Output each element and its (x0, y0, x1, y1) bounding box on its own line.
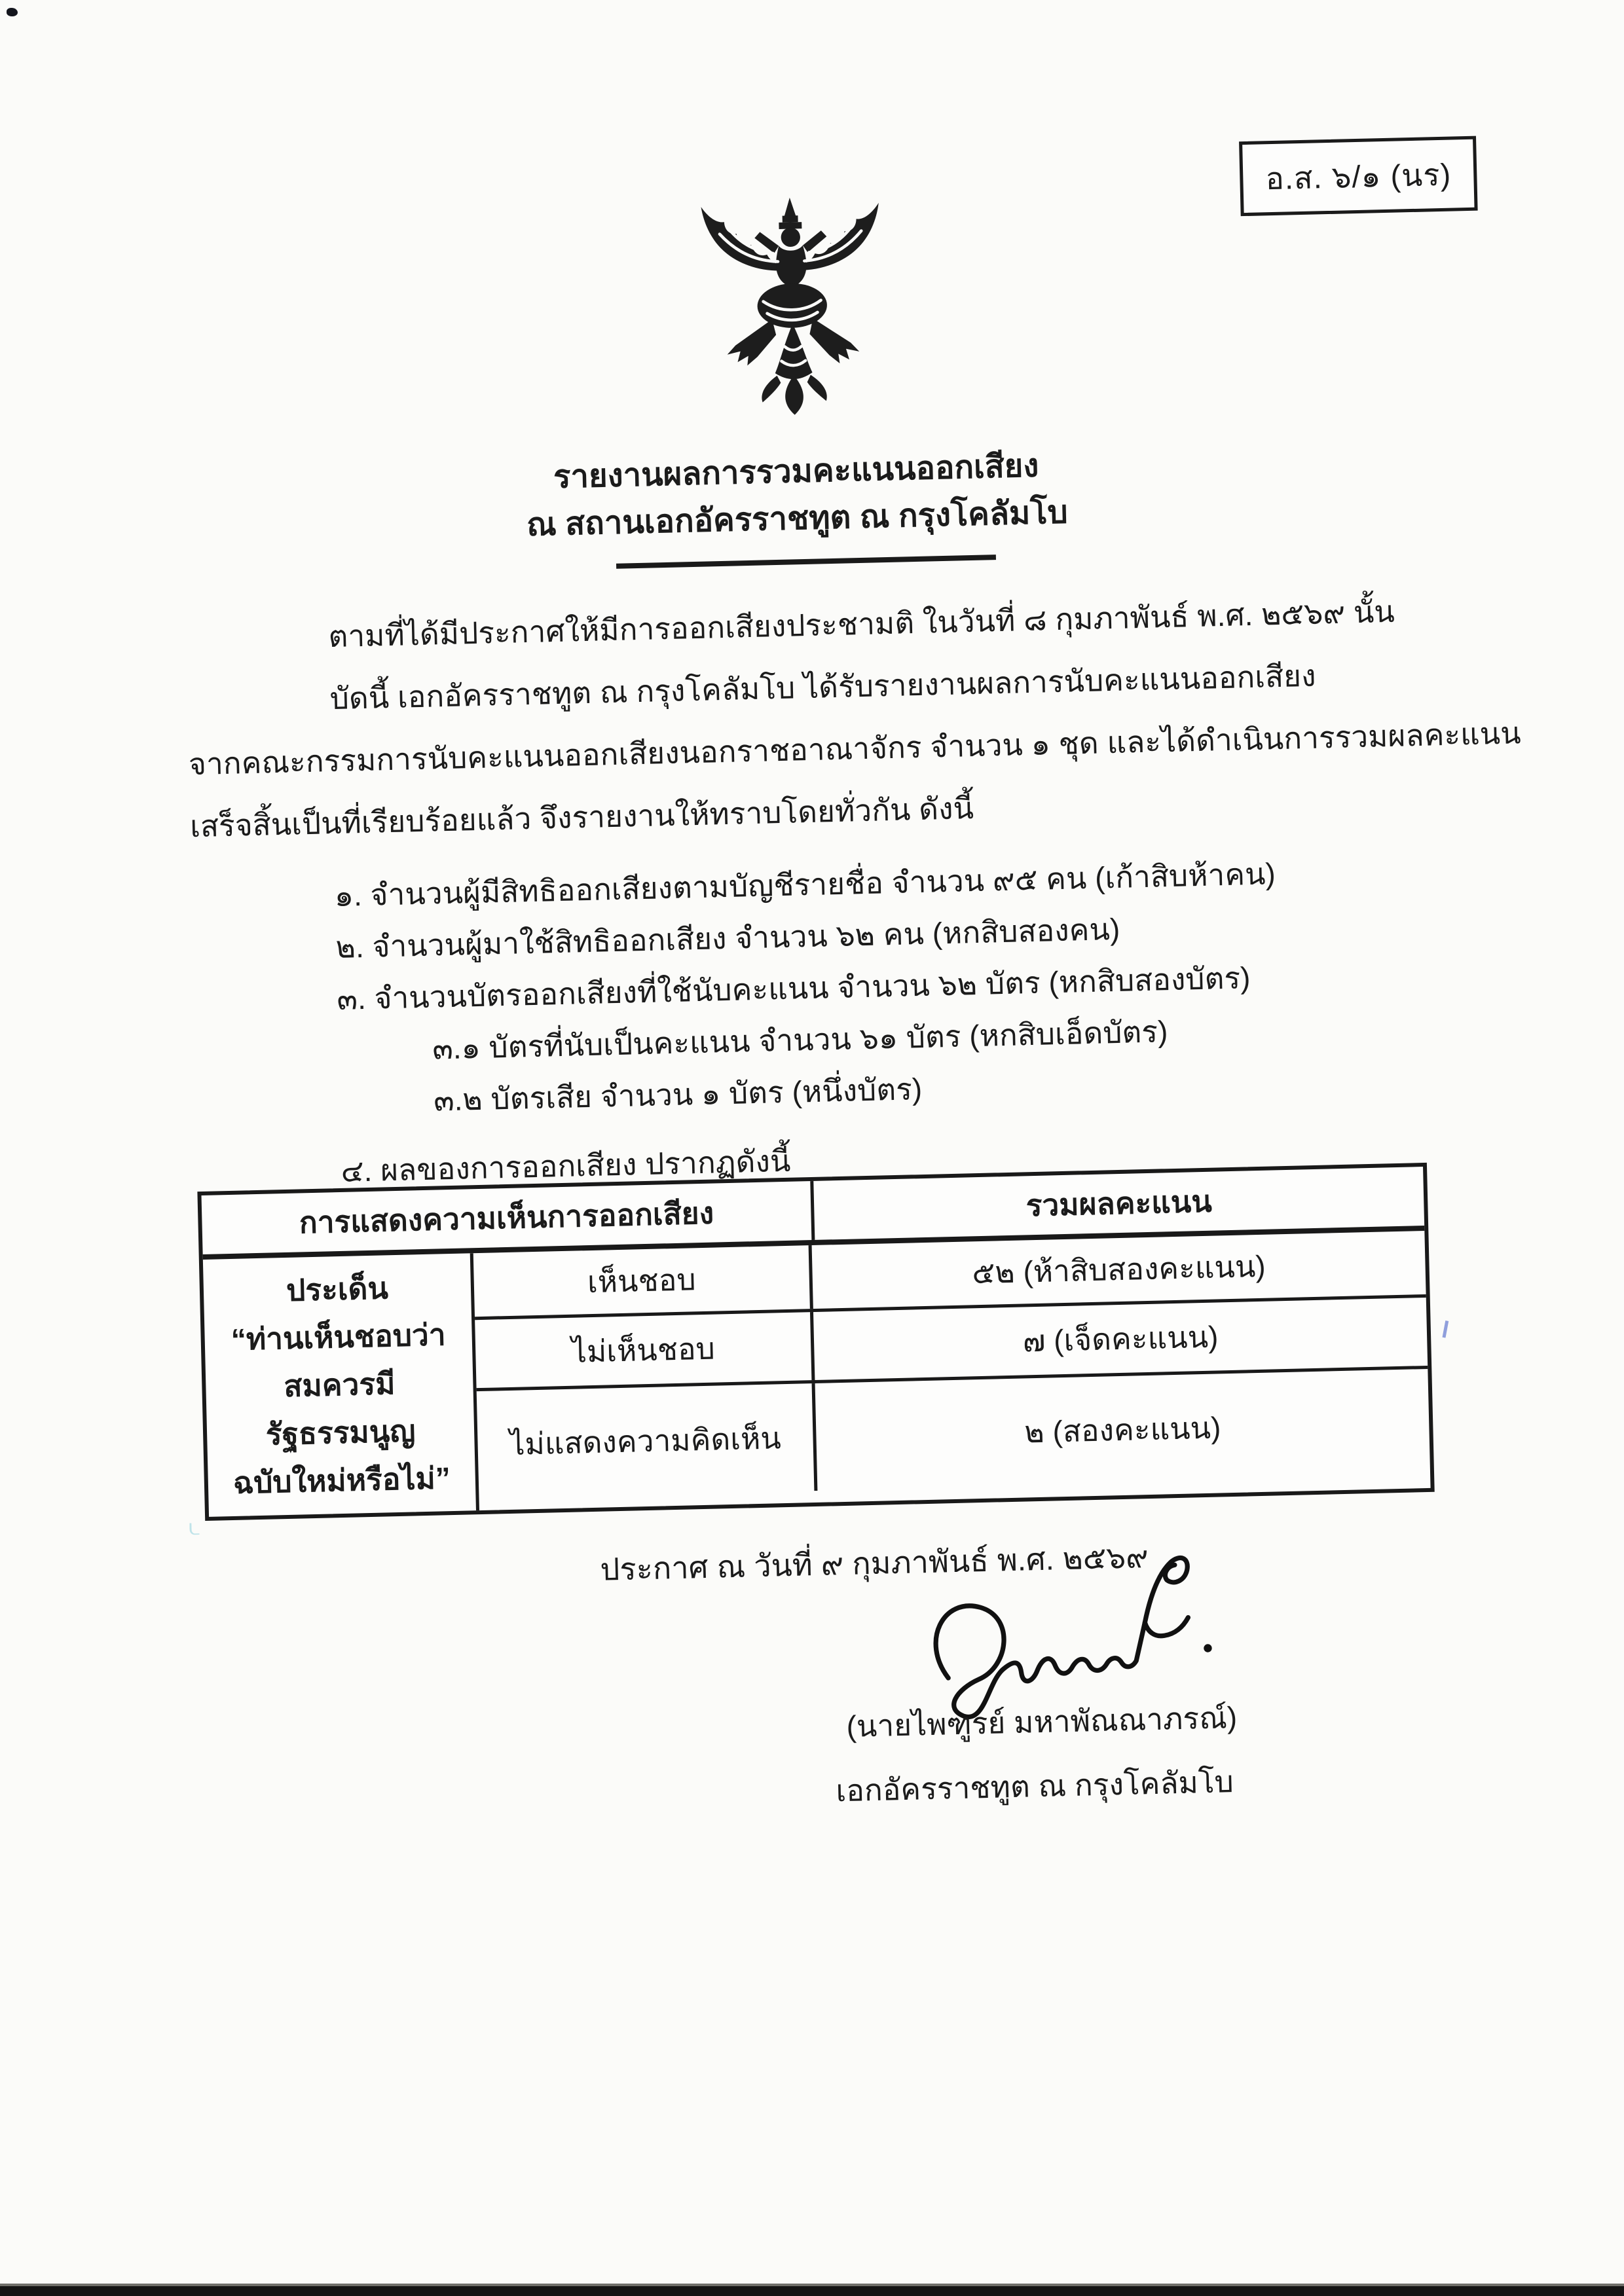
list-item: ๑. จำนวนผู้มีสิทธิออกเสียงตามบัญชีรายชื่อ จำนวน ๙๕ คน (เก้าสิบห้าคน) (334, 856, 1276, 913)
list-subitem: ๓.๒ บัตรเสีย จำนวน ๑ บัตร (หนึ่งบัตร) (433, 1072, 923, 1118)
form-code-text: อ.ส. ๖/๑ (นร) (1264, 156, 1452, 196)
signer-title: เอกอัครราชทูต ณ กรุงโคลัมโบ (835, 1764, 1234, 1808)
document-title-line1: รายงานผลการรวมคะแนนออกเสียง (553, 448, 1039, 496)
garuda-icon (682, 187, 904, 433)
form-code-badge (1239, 136, 1478, 216)
topic-line: รัฐธรรมนูญ (265, 1413, 416, 1451)
body-line: บัดนี้ เอกอัครราชทูต ณ กรุงโคลัมโบ ได้รับรายงานผลการนับคะแนนออกเสียง (329, 658, 1317, 716)
topic-line: ประเด็น (286, 1271, 389, 1307)
table-rows (473, 1231, 1431, 1510)
list-item: ๓. จำนวนบัตรออกเสียงที่ใช้นับคะแนน จำนวน ๖๒ บัตร (หกสิบสองบัตร) (336, 960, 1251, 1017)
pen-mark-artifact (1443, 1321, 1449, 1338)
vote-results-table (197, 1163, 1434, 1521)
choice-cell: เห็นชอบ (473, 1245, 813, 1317)
result-cell: ๗ (เจ็ดคะแนน) (1022, 1319, 1219, 1358)
body-line: จากคณะกรรมการนับคะแนนออกเสียงนอกราชอาณาจักร จำนวน ๑ ชุด และได้ดำเนินการรวมผลคะแนน (188, 716, 1522, 782)
list-subitem: ๓.๑ บัตรที่นับเป็นคะแนน จำนวน ๖๑ บัตร (หกสิบเอ็ดบัตร) (432, 1014, 1168, 1066)
body-line: ตามที่ได้มีประกาศให้มีการออกเสียงประชามติ ในวันที่ ๘ กุมภาพันธ์ พ.ศ. ๒๕๖๙ นั้น (327, 594, 1395, 654)
table-topic-cell (203, 1253, 479, 1517)
pen-mark-artifact (189, 1523, 199, 1535)
list-item: ๔. ผลของการออกเสียง ปรากฏดังนี้ (341, 1143, 791, 1188)
title-divider-rule (616, 555, 996, 569)
table-body (203, 1231, 1431, 1517)
document-title-line2: ณ สถานเอกอัครราชทูต ณ กรุงโคลัมโบ (526, 494, 1069, 543)
topic-line: สมควรมี (283, 1366, 396, 1404)
body-paragraphs (185, 580, 1522, 858)
numbered-list (191, 845, 1437, 1201)
announcement-date-line: ประกาศ ณ วันที่ ๙ กุมภาพันธ์ พ.ศ. ๒๕๖๙ (599, 1539, 1149, 1587)
choice-cell: ไม่แสดงความคิดเห็น (477, 1383, 818, 1499)
body-line: เสร็จสิ้นเป็นที่เรียบร้อยแล้ว จึงรายงานให้ทราบโดยทั่วกัน ดังนี้ (189, 791, 974, 844)
table-header-total: รวมผลคะแนน (1025, 1184, 1213, 1222)
choice-cell: ไม่เห็นชอบ (475, 1312, 815, 1388)
list-item: ๒. จำนวนผู้มาใช้สิทธิออกเสียง จำนวน ๖๒ คน (หกสิบสองคน) (335, 911, 1120, 965)
topic-line: “ท่านเห็นชอบว่า (231, 1317, 447, 1357)
result-cell: ๕๒ (ห้าสิบสองคะแนน) (971, 1248, 1266, 1290)
table-header-opinion: การแสดงความเห็นการออกเสียง (202, 1181, 815, 1254)
scan-speck-artifact (7, 8, 18, 16)
topic-line: ฉบับใหม่หรือไม่” (232, 1461, 451, 1500)
table-row (477, 1369, 1430, 1499)
signer-name: (นายไพฑูรย์ มหาพัณณาภรณ์) (845, 1700, 1238, 1743)
garuda-emblem (682, 187, 904, 433)
scanner-edge-strip (0, 2284, 1624, 2296)
result-cell: ๒ (สองคะแนน) (1024, 1410, 1221, 1449)
